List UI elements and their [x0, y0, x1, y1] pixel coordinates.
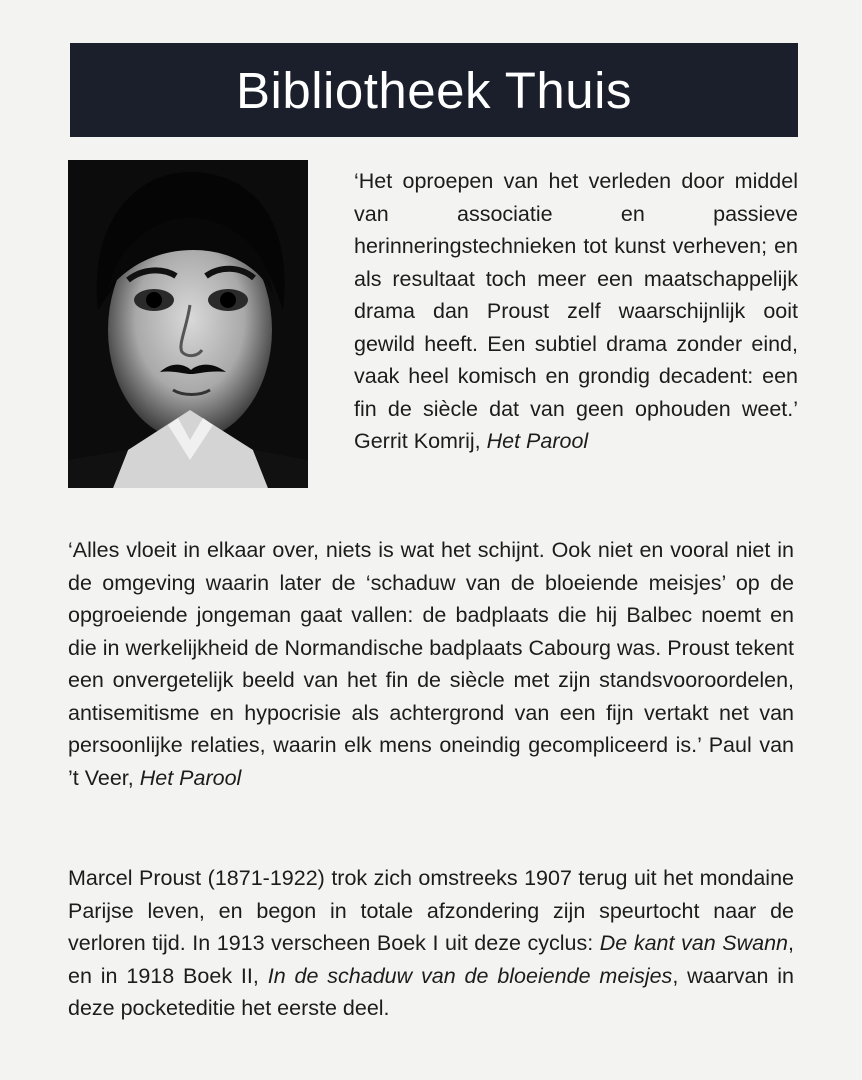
bio-book-title-2: In de schaduw van de bloeiende meisjes — [267, 963, 673, 988]
quote-van-t-veer — [68, 534, 794, 794]
author-bio — [68, 862, 794, 1025]
quote-komrij — [354, 165, 798, 458]
quote-komrij-text: ‘Het oproepen van het verleden door middel van associatie en passieve herinneringstechnieken tot kunst verheven; en als resultaat toch meer een maatschappelijk drama dan Proust zelf waarschijnlijk ooit gewild heeft. Een subtiel drama zonder eind, vaak heel komisch en grondig decadent: een fin de siècle dat van geen ophouden weet.’ Gerrit Komrij, — [354, 169, 798, 453]
quote-van-t-veer-text: ‘Alles vloeit in elkaar over, niets is wat het schijnt. Ook niet en vooral niet in de omgeving waarin later de ‘schaduw van de bloeiende meisjes’ op de opgroeiende jongeman gaat vallen: de badplaats die hij Balbec noemt en die in werkelijkheid de Normandische badplaats Cabourg was. Proust tekent een onvergetelijk beeld van het fin de siècle met zijn standsvooroordelen, antisemitisme en hypocrisie als achtergrond van een fijn vertakt net van persoonlijke relaties, waarin elk mens oneindig gecompliceerd is.’ Paul van ’t Veer, — [68, 538, 794, 790]
quote-komrij-source: Het Parool — [486, 429, 589, 453]
page-title: Bibliotheek Thuis — [236, 61, 632, 119]
bio-book-title-1: De kant van Swann — [599, 931, 789, 955]
author-portrait — [68, 160, 308, 488]
quote-van-t-veer-source: Het Parool — [139, 765, 242, 790]
bio-text-2: , en in 1918 Boek II, — [68, 931, 794, 988]
portrait-image — [68, 160, 308, 488]
bio-text-1: Marcel Proust (1871-1922) trok zich omstreeks 1907 terug uit het mondaine Parijse leven, en begon in totale afzondering zijn speurtocht naar de verloren tijd. In 1913 verscheen Boek I uit deze cyclus: — [68, 866, 794, 955]
bio-text-3: , waarvan in deze pocketeditie het eerste deel. — [68, 963, 795, 1020]
header-banner — [70, 43, 798, 137]
